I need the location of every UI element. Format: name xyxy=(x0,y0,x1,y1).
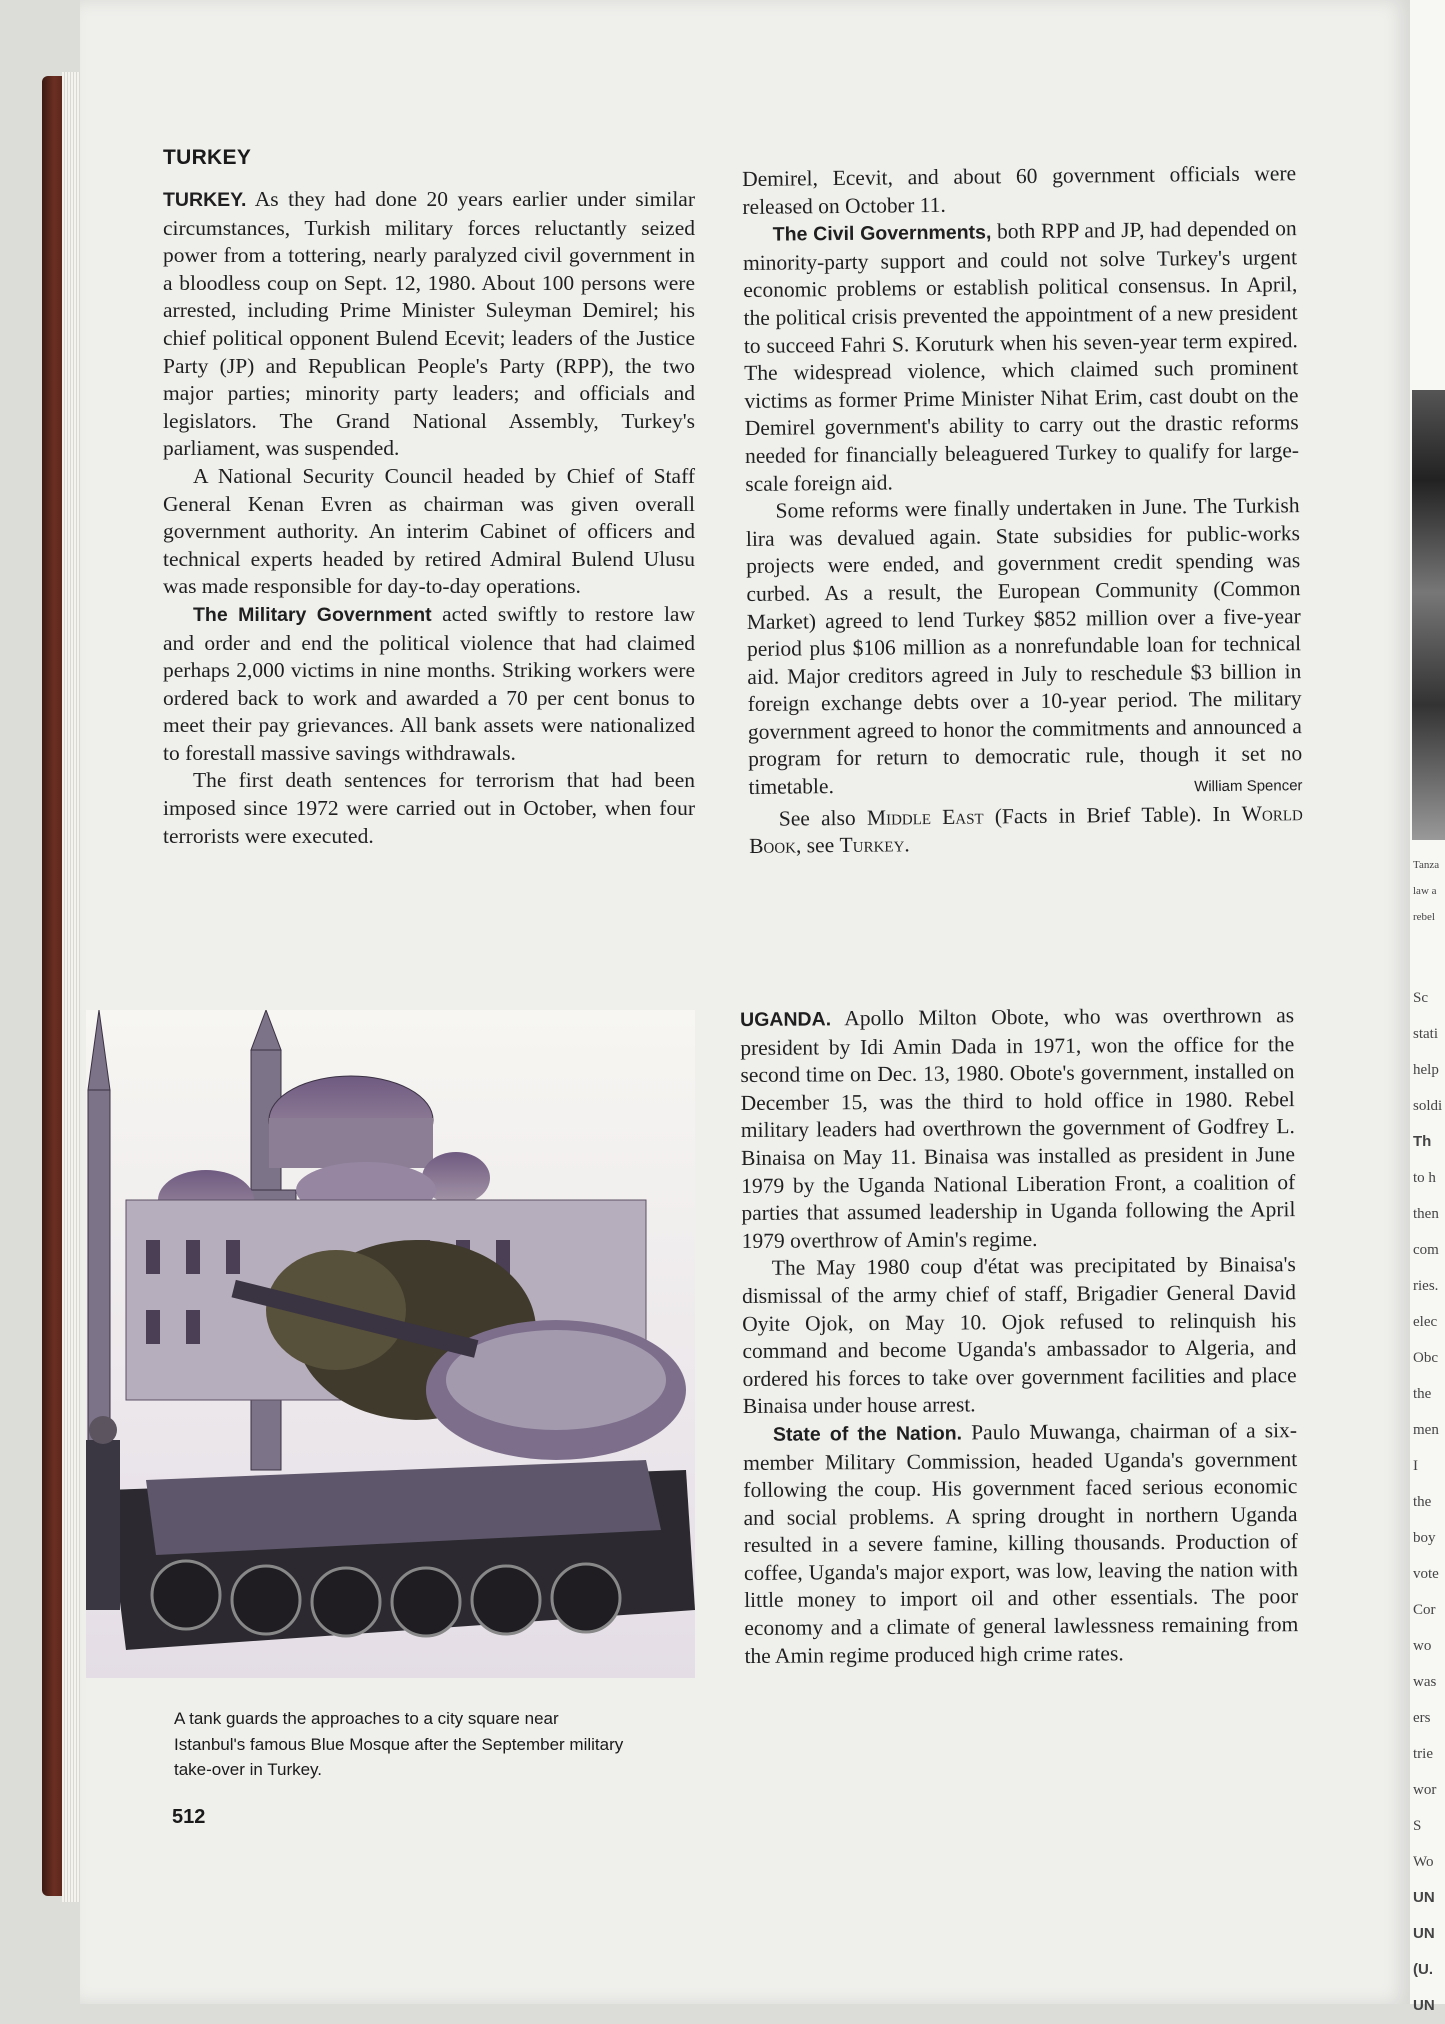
see-also-text: , see xyxy=(795,833,840,858)
next-page-text xyxy=(1413,860,1445,2024)
next-page-word: men xyxy=(1413,1422,1439,1438)
next-page-word: wor xyxy=(1413,1782,1437,1798)
turkey-paragraph-2: A National Security Council headed by Chief of Staff General Kenan Evren as chairman was given overall government authority. An interim Cabinet of officers and technical experts headed by retired Admiral Bulend Ulusu was made responsible for day-to-day operations. xyxy=(163,463,695,599)
tank-mosque-photo xyxy=(86,1010,695,1678)
next-page-word: ries. xyxy=(1413,1278,1439,1294)
next-page-word: Th xyxy=(1413,1133,1432,1150)
next-page-word: trie xyxy=(1413,1746,1433,1762)
next-page-word: Obc xyxy=(1413,1350,1438,1366)
turkey-paragraph-7-text: Some reforms were finally undertaken in June. The Turkish lira was devalued again. State subsidies for public-works projects were ended, and government credit spending was curbed. As a result, the European Community (Common Market) agreed to lend Turkey $852 million over a five-year period plus $106 million as a nonrefundable loan for technical aid. Major creditors agreed in July to reschedule $3 billion in foreign exchange debts over a 10-year period. The military government agreed to honor the commitments and announced a program for return to democratic rule, though it set no timetable. xyxy=(745,493,1303,800)
see-also-middle-east-link[interactable]: Middle East xyxy=(866,804,984,830)
turkey-entry-keyword: TURKEY. xyxy=(163,189,247,211)
uganda-entry-keyword: UGANDA. xyxy=(740,1008,832,1031)
tank-mosque-illustration xyxy=(86,1010,695,1678)
next-page-word: the xyxy=(1413,1494,1432,1510)
next-page-word: wo xyxy=(1413,1638,1432,1654)
next-page-word: the xyxy=(1413,1386,1432,1402)
turkey-paragraph-3-text: acted swiftly to restore law and order and end the political violence that had claimed perhaps 2,000 victims in nine months. Striking workers were ordered back to work and awarded a 70 per cent bonus to meet their pay grievances. All bank assets were nationalized to forestall massive savings withdrawals. xyxy=(163,601,695,765)
next-page-word: S xyxy=(1413,1818,1422,1834)
next-page-photo xyxy=(1412,390,1445,840)
next-page-word: Cor xyxy=(1413,1602,1436,1618)
next-page-caption-2: law a xyxy=(1413,885,1437,897)
next-page-word: to h xyxy=(1413,1170,1436,1186)
photo-caption: A tank guards the approaches to a city square near Istanbul's famous Blue Mosque after the September military take-over in Turkey. xyxy=(174,1709,624,1779)
turkey-paragraph-4: The first death sentences for terrorism that had been imposed since 1972 were carried out in October, when four terrorists were executed. xyxy=(163,768,695,848)
next-page-word: Sc xyxy=(1413,990,1428,1006)
turkey-paragraph-7 xyxy=(745,492,1302,801)
running-head: TURKEY xyxy=(163,146,252,169)
next-page-word: com xyxy=(1413,1242,1439,1258)
turkey-article-right-column xyxy=(742,160,1303,861)
see-also-turkey-link[interactable]: Turkey xyxy=(839,832,905,858)
turkey-article-left-column xyxy=(163,186,695,850)
next-page-word: (U. xyxy=(1413,1961,1433,1978)
next-page-word: boy xyxy=(1413,1530,1436,1546)
state-of-nation-subhead: State of the Nation. xyxy=(772,1422,963,1446)
page-number: 512 xyxy=(172,1806,206,1828)
next-page-word: vote xyxy=(1413,1566,1439,1582)
next-page-word: Wo xyxy=(1413,1854,1434,1870)
uganda-paragraph-1 xyxy=(740,1002,1296,1255)
uganda-article xyxy=(740,1002,1299,1670)
next-page-word: help xyxy=(1413,1062,1439,1078)
see-also-reference xyxy=(749,800,1304,861)
see-also-world-book: World Book xyxy=(748,800,1303,859)
next-page-caption-3: rebel xyxy=(1413,911,1435,923)
uganda-paragraph-1-text: Apollo Milton Obote, who was overthrown as president by Idi Amin Dada in 1971, won the office for the second time on Dec. 13, 1980. Obote's government, installed on December 15, was the third to hold office in 1980. Rebel military leaders had overthrown the government of Godfrey L. Binaisa on May 11. Binaisa was installed as president in June 1979 by the Uganda National Liberation Front, a coalition of parties that assumed leadership in Uganda following the April 1979 overthrow of Amin's regime. xyxy=(740,1003,1296,1253)
page-stack xyxy=(62,72,82,1902)
next-page-word: then xyxy=(1413,1206,1439,1222)
see-also-text: See also xyxy=(778,805,868,831)
next-page-word: stati xyxy=(1413,1026,1438,1042)
civil-governments-subhead: The Civil Governments, xyxy=(772,221,992,246)
author-byline: William Spencer xyxy=(1194,777,1303,796)
next-page-word: soldi xyxy=(1413,1098,1443,1114)
next-page-word: was xyxy=(1413,1674,1437,1690)
next-page-word: UN xyxy=(1413,1925,1435,1942)
next-page-word: elec xyxy=(1413,1314,1438,1330)
next-page-word: I xyxy=(1413,1458,1418,1474)
turkey-paragraph-5: Demirel, Ecevit, and about 60 government officials were released on October 11. xyxy=(742,161,1297,219)
see-also-text: . xyxy=(904,832,910,857)
uganda-paragraph-3-text: Paulo Muwanga, chairman of a six-member Military Commission, headed Uganda's government following the coup. His government faced serious economic and social problems. A spring drought in northern Uganda resulted in a severe famine, killing thousands. Production of coffee, Uganda's major export, was low, leaving the nation with little money to import oil and other essentials. The poor economy and a climate of general lawlessness remaining from the Amin regime produced high crime rates. xyxy=(743,1418,1299,1668)
turkey-paragraph-6-text: both RPP and JP, had depended on minority-party support and could not solve Turkey's urgent economic problems or establish political consensus. In April, the political crisis prevented the appointment of a new president to succeed Fahri S. Koruturk when his seven-year term expired. The widespread violence, which claimed such prominent victims as former Prime Minister Nihat Erim, cast doubt on the Demirel government's ability to carry out the drastic reforms needed for financially beleaguered Turkey to qualify for large-scale foreign aid. xyxy=(742,216,1300,496)
see-also-text: (Facts in Brief Table). In xyxy=(983,801,1242,829)
next-page-word: UN xyxy=(1413,1997,1435,2014)
next-page-word: UN xyxy=(1413,1889,1435,1906)
turkey-paragraph-1-text: As they had done 20 years earlier under similar circumstances, Turkish military forces reluctantly seized power from a tottering, nearly paralyzed civil government in a bloodless coup on Sept. 12, 1980. About 100 persons were arrested, including Prime Minister Suleyman Demirel; his chief political opponent Bulend Ecevit; leaders of the Justice Party (JP) and Republican People's Party (RPP), the two major parties; minority party leaders; and officials and legislators. The Grand National Assembly, Turkey's parliament, was suspended. xyxy=(163,187,695,461)
turkey-paragraph-1 xyxy=(163,186,695,463)
turkey-paragraph-6 xyxy=(743,215,1300,498)
uganda-paragraph-3 xyxy=(743,1417,1299,1670)
turkey-paragraph-3 xyxy=(163,601,695,768)
uganda-paragraph-2: The May 1980 coup d'état was precipitated by Binaisa's dismissal of the army chief of staff, Brigadier General David Oyite Ojok, on May 10. Ojok refused to relinquish his command and become Uganda's ambassador to Algeria, and ordered his forces to take over government facilities and place Binaisa under house arrest. xyxy=(741,1252,1297,1419)
military-government-subhead: The Military Government xyxy=(193,603,432,626)
next-page-caption-1: Tanza xyxy=(1413,859,1440,871)
next-page-word: ers xyxy=(1413,1710,1431,1726)
